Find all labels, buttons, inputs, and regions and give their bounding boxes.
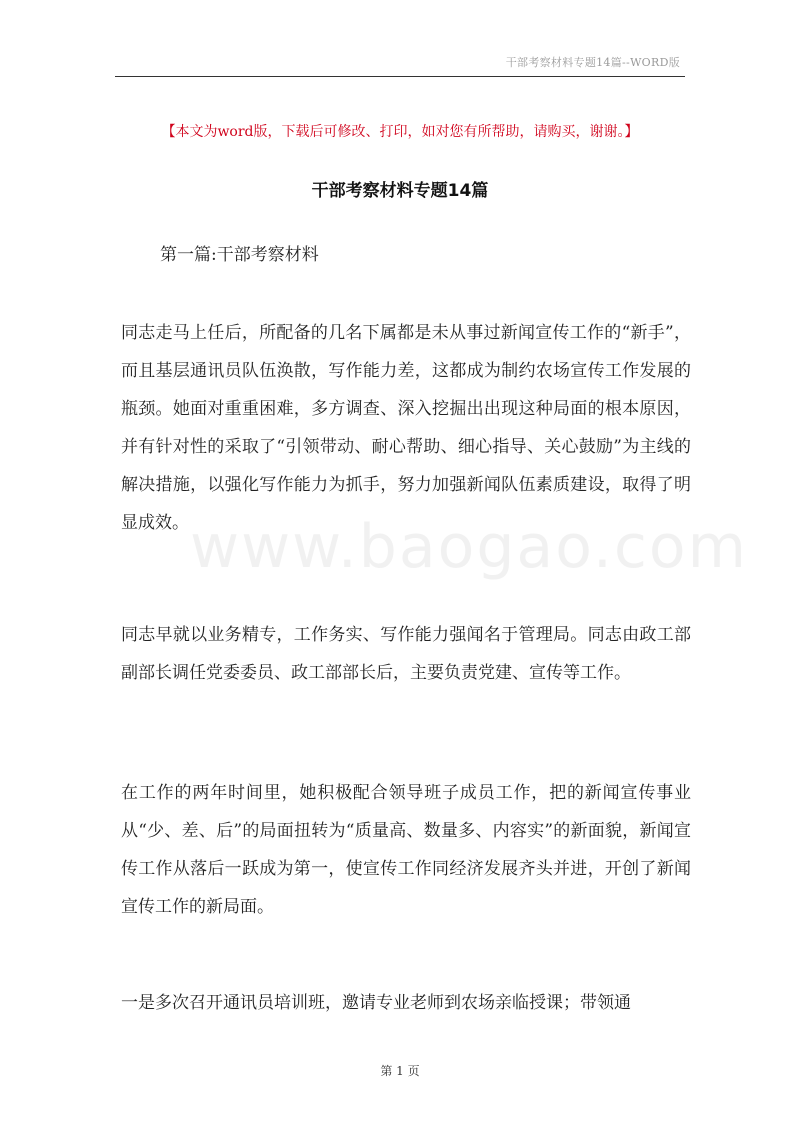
section-title: 第一篇:干部考察材料 <box>160 245 319 265</box>
document-title: 干部考察材料专题14篇 <box>311 181 489 201</box>
paragraph-3: 在工作的两年时间里，她积极配合领导班子成员工作，把的新闻宣传事业从“少、差、后”的局面扭转为“质量高、数量多、内容实”的新面貌，新闻宣传工作从落后一跃成为第一，使宣传工作同经济发展齐头并进，开创了新闻宣传工作的新局面。 <box>121 783 691 917</box>
header-divider <box>115 76 685 77</box>
paragraph-2: 同志早就以业务精专，工作务实、写作能力强闻名于管理局。同志由政工部副部长调任党委委员、政工部部长后，主要负责党建、宣传等工作。 <box>121 625 691 683</box>
watermark: www.baogao.com <box>190 512 749 582</box>
purchase-notice: 【本文为word版，下载后可修改、打印，如对您有所帮助，请购买，谢谢。】 <box>161 124 639 140</box>
page-number: 第 1 页 <box>380 1064 420 1078</box>
paragraph-4: 一是多次召开通讯员培训班，邀请专业老师到农场亲临授课；带领通 <box>121 993 631 1013</box>
paragraph-1: 同志走马上任后，所配备的几名下属都是未从事过新闻宣传工作的“新手”，而且基层通讯员队伍涣散，写作能力差，这都成为制约农场宣传工作发展的瓶颈。她面对重重困难，多方调查、深入挖掘出出现这种局面的根本原因，并有针对性的采取了“引领带动、耐心帮助、细心指导、关心鼓励”为主线的解决措施，以强化写作能力为抓手，努力加强新闻队伍素质建设，取得了明显成效。 <box>121 323 691 533</box>
running-header: 干部考察材料专题14篇--WORD版 <box>505 56 680 69</box>
